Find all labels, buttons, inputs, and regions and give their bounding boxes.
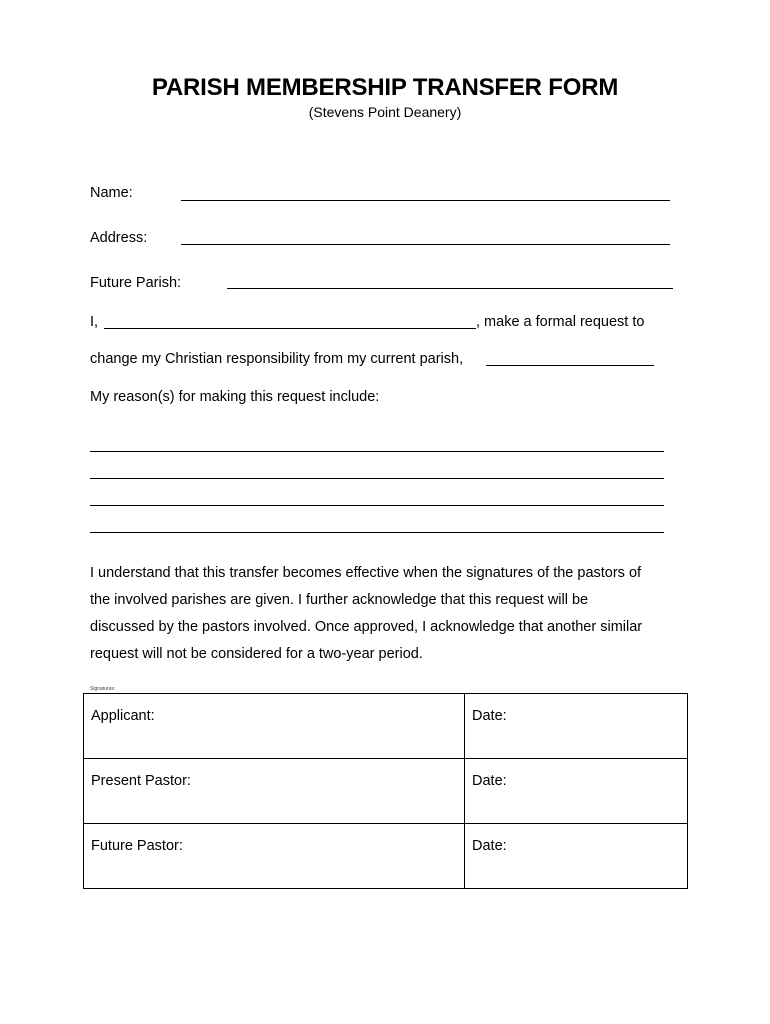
acknowledgement-line: the involved parishes are given. I further acknowledge that this request will be (90, 592, 589, 608)
request-prefix: I, (90, 314, 99, 330)
signature-row-future-pastor (84, 824, 688, 889)
current-parish-line[interactable] (486, 365, 654, 366)
form-subtitle: (Stevens Point Deanery) (308, 104, 462, 120)
form-title: PARISH MEMBERSHIP TRANSFER FORM (151, 74, 619, 101)
reason-line[interactable] (90, 451, 664, 452)
applicant-date-cell[interactable]: Date: (465, 694, 688, 759)
present-pastor-signature-cell[interactable]: Present Pastor: (84, 759, 465, 824)
reasons-label: My reason(s) for making this request include: (90, 389, 380, 405)
present-pastor-date-cell[interactable]: Date: (465, 759, 688, 824)
acknowledgement-paragraph (90, 560, 690, 668)
requester-name-line[interactable] (104, 328, 476, 329)
future-pastor-date-cell[interactable]: Date: (465, 824, 688, 889)
future-parish-field-line[interactable] (227, 288, 673, 289)
future-parish-label: Future Parish: (90, 275, 182, 291)
acknowledgement-line: request will not be considered for a two-year period. (90, 646, 423, 662)
applicant-signature-cell[interactable]: Applicant: (84, 694, 465, 759)
name-field-line[interactable] (181, 200, 670, 201)
signatures-caption: Signatures: (90, 686, 116, 692)
request-suffix: , make a formal request to (476, 314, 645, 330)
reason-line[interactable] (90, 532, 664, 533)
current-parish-statement: change my Christian responsibility from my current parish, (90, 351, 464, 367)
reason-line[interactable] (90, 505, 664, 506)
signatures-table (83, 693, 688, 889)
signature-row-applicant (84, 694, 688, 759)
acknowledgement-line: I understand that this transfer becomes effective when the signatures of the pastors of (90, 565, 642, 581)
acknowledgement-line: discussed by the pastors involved. Once approved, I acknowledge that another similar (90, 619, 643, 635)
name-label: Name: (90, 185, 133, 201)
signature-row-present-pastor (84, 759, 688, 824)
reason-line[interactable] (90, 478, 664, 479)
address-label: Address: (90, 230, 148, 246)
future-pastor-signature-cell[interactable]: Future Pastor: (84, 824, 465, 889)
address-field-line[interactable] (181, 244, 670, 245)
